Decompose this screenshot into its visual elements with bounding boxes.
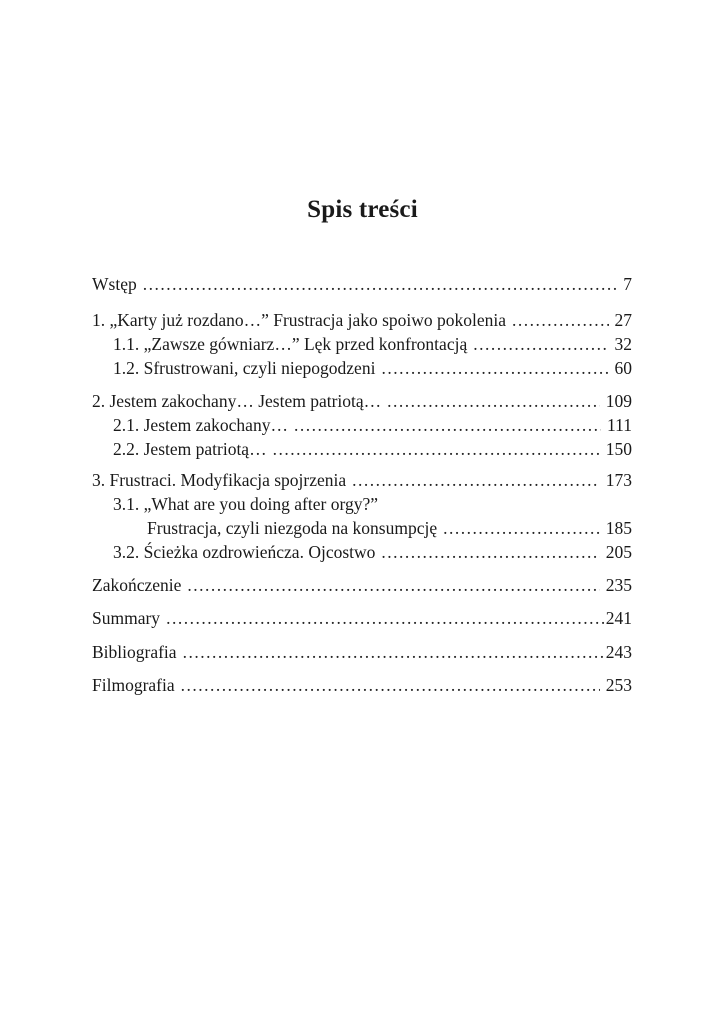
- toc-entry-label: 3. Frustraci. Modyfikacja spojrzenia: [92, 470, 347, 490]
- page-title: Spis treści: [307, 196, 418, 223]
- leader-dots: [143, 274, 618, 295]
- toc-entry-label: 1.1. „Zawsze gówniarz…” Lęk przed konfrontacją: [113, 334, 468, 354]
- toc-entry-chapter-3: [92, 470, 632, 494]
- toc-entry-label: Zakończenie: [92, 575, 182, 595]
- toc-page-number: 109: [605, 391, 632, 411]
- toc-entry-section-2-2: [113, 439, 632, 463]
- leader-dots: [387, 391, 600, 412]
- leader-dots: [183, 642, 606, 663]
- toc-entry-label: Wstęp: [92, 274, 137, 294]
- toc-page-number: 27: [614, 310, 632, 330]
- toc-entry-bibliography: [92, 642, 632, 666]
- leader-dots: [273, 439, 600, 460]
- toc-page-number: 173: [605, 470, 632, 490]
- toc-page-number: 205: [605, 542, 632, 562]
- leader-dots: [352, 470, 600, 491]
- toc-entry-label: 2. Jestem zakochany… Jestem patriotą…: [92, 391, 382, 411]
- toc-page-number: 241: [605, 608, 632, 628]
- toc-page-number: 243: [605, 642, 632, 662]
- toc-entry-label: 3.1. „What are you doing after orgy?”: [113, 494, 378, 514]
- toc-entry-section-1-2: [113, 358, 632, 382]
- toc-entry-label: 1.2. Sfrustrowani, czyli niepogodzeni: [113, 358, 376, 378]
- leader-dots: [166, 608, 606, 629]
- toc-entry-label: 3.2. Ścieżka ozdrowieńcza. Ojcostwo: [113, 542, 376, 562]
- toc-entry-chapter-1: [92, 310, 632, 334]
- toc-entry-label: Bibliografia: [92, 642, 177, 662]
- toc-entry-label: Summary: [92, 608, 161, 628]
- leader-dots: [294, 415, 601, 436]
- toc-entry-chapter-2: [92, 391, 632, 415]
- leader-dots: [443, 518, 600, 539]
- leader-dots: [473, 334, 608, 355]
- toc-page-number: 60: [614, 358, 632, 378]
- toc-entry-section-3-1-continued: [147, 518, 632, 542]
- toc-entry-summary: [92, 608, 632, 632]
- leader-dots: [381, 542, 599, 563]
- toc-entry-section-1-1: [113, 334, 632, 358]
- leader-dots: [512, 310, 608, 331]
- toc-entry-conclusion: [92, 575, 632, 599]
- leader-dots: [187, 575, 599, 596]
- toc-entry-section-3-2: [113, 542, 632, 566]
- leader-dots: [181, 675, 600, 696]
- toc-page-number: 235: [605, 575, 632, 595]
- toc-entry-section-3-1: [113, 494, 632, 518]
- toc-entry-label: Frustracja, czyli niezgoda na konsumpcję: [147, 518, 438, 538]
- leader-dots: [381, 358, 608, 379]
- toc-entry-section-2-1: [113, 415, 632, 439]
- toc-entry-label: 2.2. Jestem patriotą…: [113, 439, 267, 459]
- toc-entry-label: Filmografia: [92, 675, 175, 695]
- toc-page-number: 7: [623, 274, 632, 294]
- toc-page-number: 111: [607, 415, 632, 435]
- toc-page-number: 185: [605, 518, 632, 538]
- toc-page-number: 32: [614, 334, 632, 354]
- toc-entry-intro: [92, 274, 632, 298]
- toc-entry-label: 2.1. Jestem zakochany…: [113, 415, 288, 435]
- toc-page-number: 150: [605, 439, 632, 459]
- toc-entry-filmography: [92, 675, 632, 699]
- toc-page-number: 253: [605, 675, 632, 695]
- toc-entry-label: 1. „Karty już rozdano…” Frustracja jako spoiwo pokolenia: [92, 310, 507, 330]
